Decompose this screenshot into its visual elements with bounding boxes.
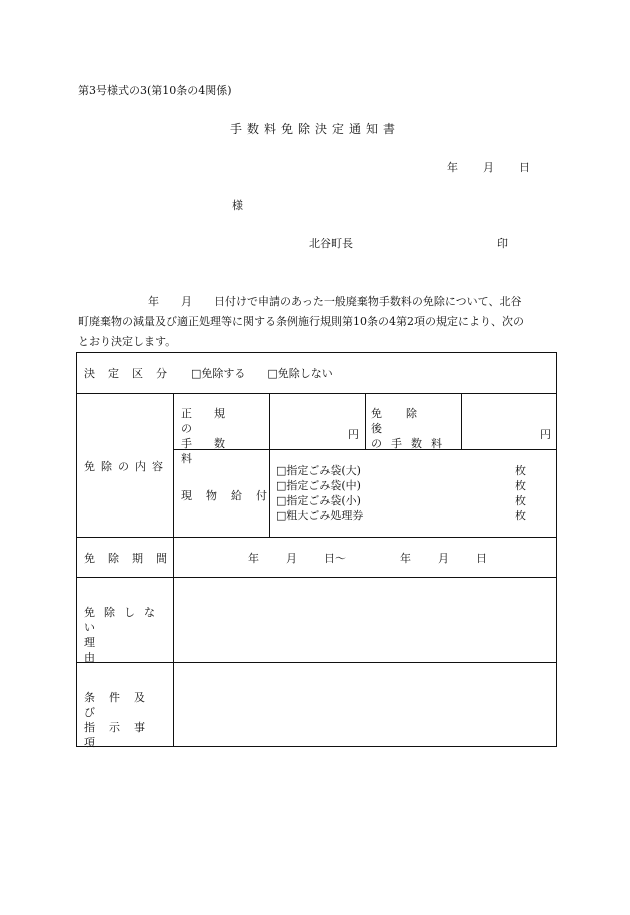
- decision-label: [84, 366, 180, 381]
- body-line-2: 町廃棄物の減量及び適正処理等に関する条例施行規則第10条の4第2項の規定により、次の: [78, 315, 524, 328]
- issuer-name: 北谷町長: [309, 237, 353, 250]
- rule-label-column: [173, 393, 174, 746]
- date-year: 年: [447, 161, 458, 174]
- period-from: [248, 551, 346, 566]
- period-to-year: 年: [400, 552, 411, 565]
- in-kind-item-name[interactable]: □指定ごみ袋(小): [276, 494, 361, 507]
- rule-fee-sub-label: [269, 393, 270, 449]
- seal-mark: 印: [497, 237, 508, 250]
- in-kind-item-name[interactable]: □指定ごみ袋(中): [276, 479, 361, 492]
- form-number-label: 第3号様式の3(第10条の4関係): [78, 84, 232, 97]
- regular-fee-label-line1: [181, 406, 265, 436]
- after-fee-label-text1: 免除後: [371, 407, 441, 435]
- in-kind-item-name[interactable]: □粗大ごみ処理券: [276, 509, 364, 522]
- in-kind-item-unit: 枚: [515, 479, 526, 492]
- after-fee-label-line1: [371, 406, 459, 436]
- regular-fee-label-line2: [181, 436, 265, 466]
- in-kind-items: [276, 463, 526, 523]
- period-to: [400, 551, 487, 566]
- in-kind-item-unit: 枚: [515, 464, 526, 477]
- in-kind-item: [276, 493, 526, 508]
- date-month: 月: [483, 161, 494, 174]
- exemption-label: 免除の内容: [84, 460, 169, 473]
- after-fee-label-text2: の手数料: [371, 437, 451, 450]
- period-label: 免除期間: [84, 552, 180, 565]
- reason-label: [84, 605, 168, 665]
- in-kind-item: [276, 508, 526, 523]
- regular-fee-label-text2: 手数料: [181, 437, 247, 465]
- in-kind-item-unit: 枚: [515, 494, 526, 507]
- rule-decision-bottom: [77, 393, 556, 394]
- rule-after-fee-label: [461, 393, 462, 449]
- after-fee-unit: 円: [540, 428, 551, 441]
- conditions-label-line1: 条件及び: [84, 691, 159, 719]
- in-kind-item: [276, 463, 526, 478]
- decision-options: [191, 366, 333, 381]
- in-kind-label: 現物給付: [181, 489, 281, 502]
- decision-table: [76, 352, 557, 747]
- in-kind-item-name[interactable]: □指定ごみ袋(大): [276, 464, 361, 477]
- option-not-exempt[interactable]: □免除しない: [267, 367, 333, 380]
- period-from-day: 日〜: [324, 552, 346, 565]
- in-kind-item-unit: 枚: [515, 509, 526, 522]
- period-to-month: 月: [438, 552, 449, 565]
- after-fee-label-line2: [371, 436, 459, 451]
- reason-label-line2: [84, 635, 168, 665]
- conditions-label: [84, 690, 168, 750]
- reason-label-line1: 免除しない: [84, 606, 164, 634]
- rule-fee-mid: [365, 393, 366, 449]
- notice-body: [78, 292, 556, 352]
- regular-fee-label: [181, 406, 265, 466]
- period-to-day: 日: [476, 552, 487, 565]
- issue-date: [447, 162, 530, 173]
- period-from-year: 年: [248, 552, 259, 565]
- rule-period-bottom: [77, 577, 556, 578]
- date-day: 日: [519, 161, 530, 174]
- decision-label-text: 決定区分: [84, 367, 180, 380]
- period-from-month: 月: [286, 552, 297, 565]
- after-fee-label: [371, 406, 459, 451]
- reason-label-text2: 理由: [84, 636, 157, 664]
- conditions-label-line2: 指示事項: [84, 721, 159, 749]
- in-kind-item: [276, 478, 526, 493]
- option-exempt[interactable]: □免除する: [191, 367, 246, 380]
- rule-exemption-bottom: [77, 537, 556, 538]
- document-title: 手数料免除決定通知書: [229, 122, 400, 136]
- body-line-1: 年 月 日付けで申請のあった一般廃棄物手数料の免除について、北谷: [148, 295, 522, 308]
- regular-fee-unit: 円: [348, 428, 359, 441]
- body-line-3: とおり決定します。: [78, 335, 177, 348]
- regular-fee-label-text1: 正規の: [181, 407, 247, 435]
- addressee-suffix: 様: [232, 199, 243, 212]
